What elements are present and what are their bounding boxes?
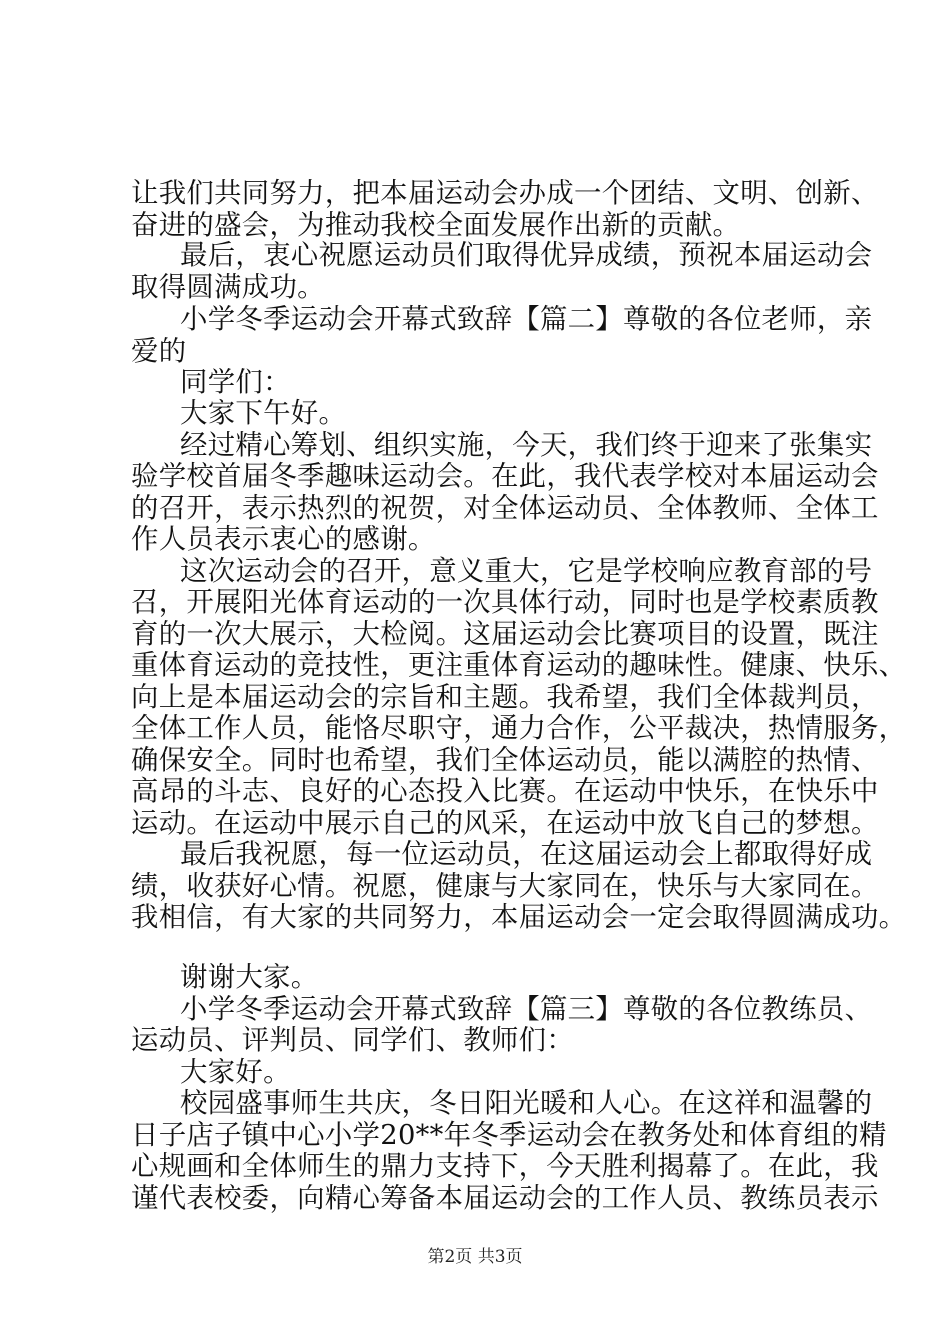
text-line: 的召开，表示热烈的祝贺，对全体运动员、全体教师、全体工: [131, 493, 879, 524]
text-line: 同学们：: [180, 367, 291, 398]
text-line: 运动。在运动中展示自己的风采，在运动中放飞自己的梦想。: [131, 808, 879, 839]
text-line: 最后我祝愿，每一位运动员，在这届运动会上都取得好成: [180, 839, 873, 870]
text-line: 奋进的盛会，为推动我校全面发展作出新的贡献。: [131, 210, 741, 241]
text-line: 日子店子镇中心小学20**年冬季运动会在教务处和体育组的精: [131, 1120, 887, 1151]
text-line: 验学校首届冬季趣味运动会。在此，我代表学校对本届运动会: [131, 461, 879, 492]
text-line: 召，开展阳光体育运动的一次具体行动，同时也是学校素质教: [131, 587, 879, 618]
text-line: 运动员、评判员、同学们、教师们：: [131, 1025, 575, 1056]
text-line: 谨代表校委，向精心筹备本届运动会的工作人员、教练员表示: [131, 1183, 879, 1214]
text-line: 心规画和全体师生的鼎力支持下，今天胜利揭幕了。在此，我: [131, 1151, 879, 1182]
text-line: 爱的: [131, 336, 187, 367]
page-footer: 第2页 共3页: [427, 1247, 523, 1267]
text-line: 重体育运动的竞技性，更注重体育运动的趣味性。健康、快乐、: [131, 650, 907, 681]
text-line: 育的一次大展示，大检阅。这届运动会比赛项目的设置，既注: [131, 619, 879, 650]
text-line: 校园盛事师生共庆，冬日阳光暖和人心。在这祥和温馨的: [180, 1088, 873, 1119]
text-line: 确保安全。同时也希望，我们全体运动员，能以满腔的热情、: [131, 745, 879, 776]
text-line: 小学冬季运动会开幕式致辞【篇二】尊敬的各位老师，亲: [180, 304, 873, 335]
text-line: 小学冬季运动会开幕式致辞【篇三】尊敬的各位教练员、: [180, 994, 873, 1025]
text-line: 全体工作人员，能恪尽职守，通力合作，公平裁决，热情服务，: [131, 713, 907, 744]
text-line: 我相信，有大家的共同努力，本届运动会一定会取得圆满成功。: [131, 902, 907, 933]
text-line: 最后，衷心祝愿运动员们取得优异成绩，预祝本届运动会: [180, 240, 873, 271]
text-line: 大家好。: [180, 1057, 291, 1088]
text-line: 取得圆满成功。: [131, 272, 325, 303]
text-line: 大家下午好。: [180, 398, 347, 429]
text-line: 这次运动会的召开，意义重大，它是学校响应教育部的号: [180, 556, 873, 587]
text-line: 作人员表示衷心的感谢。: [131, 524, 436, 555]
text-line: 经过精心筹划、组织实施，今天，我们终于迎来了张集实: [180, 430, 873, 461]
text-line: 向上是本届运动会的宗旨和主题。我希望，我们全体裁判员，: [131, 682, 879, 713]
text-line: 让我们共同努力，把本届运动会办成一个团结、文明、创新、: [131, 178, 879, 209]
text-line: 高昂的斗志、良好的心态投入比赛。在运动中快乐，在快乐中: [131, 776, 879, 807]
text-line: 谢谢大家。: [180, 962, 319, 993]
text-line: 绩，收获好心情。祝愿，健康与大家同在，快乐与大家同在。: [131, 871, 879, 902]
